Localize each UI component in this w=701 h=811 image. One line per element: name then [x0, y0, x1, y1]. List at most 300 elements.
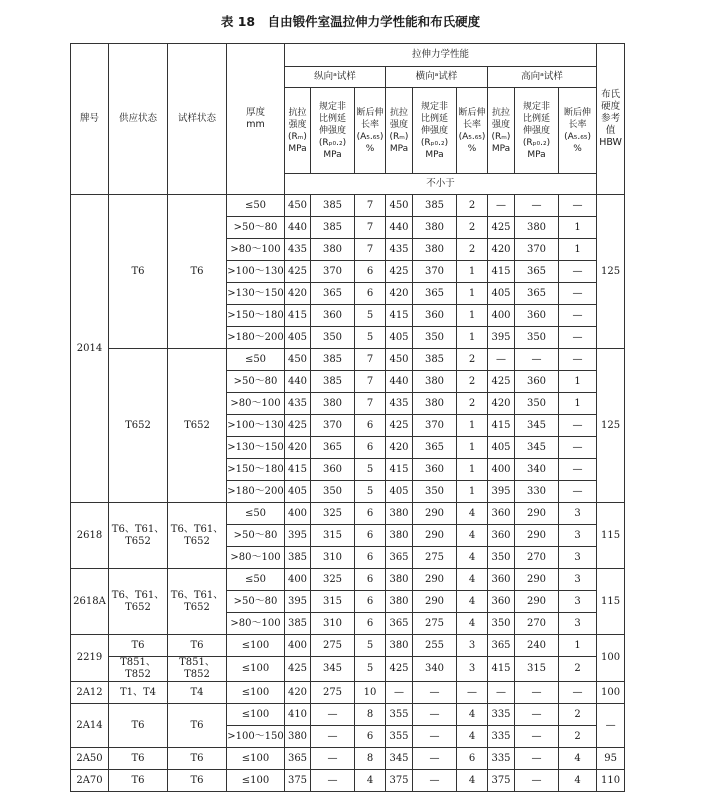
thickness-cell: ≤100: [227, 635, 285, 657]
rm-short-cell: 420: [488, 239, 515, 261]
thickness-cell: >50～80: [227, 217, 285, 239]
rp-long-cell: 365: [311, 283, 355, 305]
rm-short-cell: 360: [488, 591, 515, 613]
rm-long-cell: 400: [285, 635, 311, 657]
a-long-cell: 5: [355, 327, 386, 349]
supply-condition-cell: T6、T61、T652: [109, 503, 168, 569]
rp-long-cell: 315: [311, 591, 355, 613]
rp-long-cell: 360: [311, 305, 355, 327]
rp-long-cell: 360: [311, 459, 355, 481]
a-long-cell: 5: [355, 459, 386, 481]
rm-long-cell: 400: [285, 503, 311, 525]
thickness-cell: >150～180: [227, 459, 285, 481]
a-long-cell: 6: [355, 569, 386, 591]
grade-cell: 2A12: [71, 682, 109, 704]
rm-short-cell: 350: [488, 547, 515, 569]
tensile-strength-header: 抗拉 强度 (Rₘ) MPa: [488, 88, 515, 174]
rm-trans-cell: 425: [386, 657, 413, 682]
properties-table: [70, 43, 625, 792]
rm-short-cell: 375: [488, 770, 515, 792]
a-trans-cell: 4: [457, 569, 488, 591]
rp-short-cell: —: [515, 682, 559, 704]
a-long-cell: 7: [355, 393, 386, 415]
rp-long-cell: 345: [311, 657, 355, 682]
hardness-cell: 115: [597, 503, 625, 569]
header-tensile-properties: 拉伸力学性能: [285, 44, 597, 67]
rm-trans-cell: 440: [386, 371, 413, 393]
a-long-cell: 6: [355, 613, 386, 635]
rp-trans-cell: 365: [413, 437, 457, 459]
rp-long-cell: 310: [311, 547, 355, 569]
rm-short-cell: 350: [488, 613, 515, 635]
rm-trans-cell: 345: [386, 748, 413, 770]
header-sample-condition: 试样状态: [168, 44, 227, 195]
a-trans-cell: 4: [457, 613, 488, 635]
a-short-cell: 3: [559, 525, 597, 547]
a-trans-cell: 2: [457, 371, 488, 393]
rp-short-cell: 360: [515, 371, 559, 393]
a-long-cell: 5: [355, 657, 386, 682]
a-short-cell: —: [559, 261, 597, 283]
table-row: [71, 195, 625, 217]
hardness-cell: —: [597, 704, 625, 748]
rm-long-cell: 420: [285, 283, 311, 305]
a-trans-cell: 2: [457, 393, 488, 415]
rp-short-cell: 365: [515, 261, 559, 283]
rp-trans-cell: 370: [413, 415, 457, 437]
sample-condition-cell: T4: [168, 682, 227, 704]
grade-cell: 2014: [71, 195, 109, 503]
a-trans-cell: 4: [457, 704, 488, 726]
a-short-cell: —: [559, 305, 597, 327]
a-long-cell: 7: [355, 217, 386, 239]
rm-trans-cell: 425: [386, 415, 413, 437]
a-trans-cell: 1: [457, 283, 488, 305]
rm-trans-cell: 355: [386, 704, 413, 726]
rm-short-cell: 425: [488, 217, 515, 239]
a-short-cell: —: [559, 415, 597, 437]
rm-long-cell: 425: [285, 261, 311, 283]
rp-short-cell: 360: [515, 305, 559, 327]
rp-short-cell: 240: [515, 635, 559, 657]
thickness-cell: ≤100: [227, 657, 285, 682]
table-header: [71, 44, 625, 195]
a-trans-cell: 1: [457, 415, 488, 437]
hardness-cell: 95: [597, 748, 625, 770]
a-long-cell: 4: [355, 770, 386, 792]
thickness-cell: >150～180: [227, 305, 285, 327]
rm-trans-cell: 405: [386, 327, 413, 349]
a-short-cell: 3: [559, 569, 597, 591]
grade-cell: 2A14: [71, 704, 109, 748]
thickness-cell: >100～130: [227, 261, 285, 283]
rp-trans-cell: 385: [413, 349, 457, 371]
table-row: [71, 682, 625, 704]
sample-condition-cell: T851、T852: [168, 657, 227, 682]
rp-long-cell: 385: [311, 371, 355, 393]
a-long-cell: 6: [355, 283, 386, 305]
thickness-cell: ≤50: [227, 503, 285, 525]
thickness-cell: >50～80: [227, 591, 285, 613]
rm-trans-cell: 380: [386, 525, 413, 547]
rm-long-cell: 450: [285, 349, 311, 371]
rp-long-cell: 385: [311, 195, 355, 217]
rp-long-cell: 325: [311, 569, 355, 591]
a-long-cell: 7: [355, 239, 386, 261]
rm-trans-cell: 375: [386, 770, 413, 792]
supply-condition-cell: T6: [109, 635, 168, 657]
rp-trans-cell: 350: [413, 481, 457, 503]
rp-trans-cell: 380: [413, 371, 457, 393]
rm-short-cell: 405: [488, 283, 515, 305]
rp-trans-cell: 290: [413, 591, 457, 613]
header-grade: 牌号: [71, 44, 109, 195]
a-trans-cell: 4: [457, 547, 488, 569]
rm-trans-cell: 440: [386, 217, 413, 239]
rp-short-cell: 345: [515, 415, 559, 437]
grade-cell: 2618: [71, 503, 109, 569]
a-long-cell: 7: [355, 371, 386, 393]
grade-cell: 2618A: [71, 569, 109, 635]
rm-long-cell: 385: [285, 613, 311, 635]
proof-strength-header: 规定非 比例延 伸强度 (Rₚ₀.₂) MPa: [311, 88, 355, 174]
a-trans-cell: 4: [457, 525, 488, 547]
rp-short-cell: —: [515, 195, 559, 217]
sample-condition-cell: T6、T61、T652: [168, 569, 227, 635]
rp-trans-cell: 385: [413, 195, 457, 217]
rm-long-cell: 395: [285, 525, 311, 547]
proof-strength-header: 规定非 比例延 伸强度 (Rₚ₀.₂) MPa: [515, 88, 559, 174]
a-trans-cell: 2: [457, 195, 488, 217]
a-long-cell: 6: [355, 547, 386, 569]
elongation-header: 断后伸 长率 (A₅.₆₅) %: [355, 88, 386, 174]
rm-trans-cell: 435: [386, 239, 413, 261]
hardness-cell: 115: [597, 569, 625, 635]
rp-long-cell: 385: [311, 217, 355, 239]
thickness-cell: >80～100: [227, 613, 285, 635]
grade-cell: 2A70: [71, 770, 109, 792]
a-trans-cell: 3: [457, 657, 488, 682]
table-row: [71, 503, 625, 525]
rp-trans-cell: 360: [413, 459, 457, 481]
rm-long-cell: 400: [285, 569, 311, 591]
a-trans-cell: 1: [457, 327, 488, 349]
rm-short-cell: 400: [488, 459, 515, 481]
rm-short-cell: 335: [488, 704, 515, 726]
rm-short-cell: 395: [488, 481, 515, 503]
rp-long-cell: 370: [311, 261, 355, 283]
rp-short-cell: 270: [515, 613, 559, 635]
table-row: [71, 349, 625, 371]
elongation-header: 断后伸 长率 (A₅.₆₅) %: [457, 88, 488, 174]
rp-long-cell: 315: [311, 525, 355, 547]
rm-short-cell: 425: [488, 371, 515, 393]
rp-trans-cell: 380: [413, 217, 457, 239]
rm-trans-cell: 355: [386, 726, 413, 748]
rm-long-cell: 440: [285, 217, 311, 239]
rm-short-cell: —: [488, 682, 515, 704]
rp-short-cell: 350: [515, 393, 559, 415]
a-long-cell: 7: [355, 349, 386, 371]
a-long-cell: 8: [355, 748, 386, 770]
thickness-cell: ≤100: [227, 682, 285, 704]
rm-long-cell: 435: [285, 393, 311, 415]
rp-long-cell: —: [311, 748, 355, 770]
rp-trans-cell: 380: [413, 239, 457, 261]
a-short-cell: 1: [559, 239, 597, 261]
a-long-cell: 7: [355, 195, 386, 217]
rm-short-cell: 400: [488, 305, 515, 327]
rm-long-cell: 410: [285, 704, 311, 726]
rm-long-cell: 440: [285, 371, 311, 393]
a-short-cell: 2: [559, 704, 597, 726]
rm-long-cell: 415: [285, 459, 311, 481]
header-short-transverse: 高向ᵃ试样: [488, 67, 597, 88]
rm-trans-cell: 380: [386, 635, 413, 657]
a-short-cell: 1: [559, 635, 597, 657]
rp-trans-cell: 365: [413, 283, 457, 305]
thickness-cell: >80～100: [227, 547, 285, 569]
rp-trans-cell: 275: [413, 547, 457, 569]
grade-cell: 2A50: [71, 748, 109, 770]
rm-long-cell: 425: [285, 415, 311, 437]
thickness-cell: >130～150: [227, 437, 285, 459]
supply-condition-cell: T6: [109, 704, 168, 748]
table-body: [71, 195, 625, 792]
rp-short-cell: 270: [515, 547, 559, 569]
tensile-strength-header: 抗拉 强度 (Rₘ) MPa: [386, 88, 413, 174]
rp-trans-cell: 380: [413, 393, 457, 415]
thickness-cell: ≤100: [227, 748, 285, 770]
thickness-cell: >180～200: [227, 481, 285, 503]
rm-long-cell: 405: [285, 481, 311, 503]
a-trans-cell: 3: [457, 635, 488, 657]
rm-long-cell: 365: [285, 748, 311, 770]
header-thickness: 厚度 mm: [227, 44, 285, 195]
a-short-cell: 1: [559, 393, 597, 415]
a-short-cell: —: [559, 327, 597, 349]
a-long-cell: 6: [355, 261, 386, 283]
a-short-cell: 3: [559, 591, 597, 613]
rm-long-cell: 380: [285, 726, 311, 748]
rp-long-cell: 350: [311, 481, 355, 503]
rp-short-cell: —: [515, 704, 559, 726]
thickness-cell: ≤50: [227, 349, 285, 371]
rp-trans-cell: 360: [413, 305, 457, 327]
rm-short-cell: 395: [488, 327, 515, 349]
rm-long-cell: 405: [285, 327, 311, 349]
rp-short-cell: 290: [515, 503, 559, 525]
rp-short-cell: 330: [515, 481, 559, 503]
a-trans-cell: 4: [457, 770, 488, 792]
supply-condition-cell: T6: [109, 748, 168, 770]
rm-long-cell: 395: [285, 591, 311, 613]
table-row: [71, 569, 625, 591]
rm-long-cell: 420: [285, 437, 311, 459]
table-row: [71, 635, 625, 657]
rm-short-cell: 420: [488, 393, 515, 415]
a-short-cell: 3: [559, 613, 597, 635]
rm-trans-cell: 425: [386, 261, 413, 283]
rm-trans-cell: 450: [386, 349, 413, 371]
supply-condition-cell: T1、T4: [109, 682, 168, 704]
rp-trans-cell: 290: [413, 503, 457, 525]
rp-long-cell: 380: [311, 393, 355, 415]
thickness-cell: ≤50: [227, 195, 285, 217]
a-long-cell: 6: [355, 415, 386, 437]
rm-short-cell: 405: [488, 437, 515, 459]
header-hardness: 布氏 硬度 参考 值 HBW: [597, 44, 625, 195]
table-row: [71, 704, 625, 726]
rm-short-cell: —: [488, 349, 515, 371]
rm-short-cell: 415: [488, 415, 515, 437]
table-row: [71, 748, 625, 770]
header-not-less-than: 不小于: [285, 174, 597, 195]
a-short-cell: 1: [559, 371, 597, 393]
rm-long-cell: 425: [285, 657, 311, 682]
rm-long-cell: 415: [285, 305, 311, 327]
thickness-cell: ≤50: [227, 569, 285, 591]
rm-short-cell: 360: [488, 569, 515, 591]
sample-condition-cell: T6: [168, 635, 227, 657]
a-trans-cell: —: [457, 682, 488, 704]
a-trans-cell: 4: [457, 726, 488, 748]
hardness-cell: 110: [597, 770, 625, 792]
rm-short-cell: 365: [488, 635, 515, 657]
a-long-cell: 6: [355, 726, 386, 748]
rp-short-cell: 370: [515, 239, 559, 261]
a-long-cell: 8: [355, 704, 386, 726]
rp-short-cell: —: [515, 349, 559, 371]
supply-condition-cell: T6、T61、T652: [109, 569, 168, 635]
rm-short-cell: 415: [488, 261, 515, 283]
table-title: 表 18 自由锻件室温拉伸力学性能和布氏硬度: [220, 14, 481, 29]
rm-trans-cell: 380: [386, 503, 413, 525]
thickness-cell: >80～100: [227, 239, 285, 261]
rp-long-cell: —: [311, 726, 355, 748]
rp-short-cell: 350: [515, 327, 559, 349]
rp-long-cell: 370: [311, 415, 355, 437]
table-row: [71, 770, 625, 792]
a-trans-cell: 6: [457, 748, 488, 770]
rp-long-cell: —: [311, 704, 355, 726]
rp-long-cell: 275: [311, 635, 355, 657]
a-short-cell: —: [559, 349, 597, 371]
thickness-cell: >80～100: [227, 393, 285, 415]
rp-trans-cell: —: [413, 770, 457, 792]
supply-condition-cell: T851、T852: [109, 657, 168, 682]
tensile-strength-header: 抗拉 强度 (Rₘ) MPa: [285, 88, 311, 174]
thickness-cell: >50～80: [227, 525, 285, 547]
thickness-cell: >130～150: [227, 283, 285, 305]
a-short-cell: 4: [559, 770, 597, 792]
rm-trans-cell: 415: [386, 459, 413, 481]
a-trans-cell: 2: [457, 239, 488, 261]
rp-long-cell: 380: [311, 239, 355, 261]
a-short-cell: 4: [559, 748, 597, 770]
rp-short-cell: 380: [515, 217, 559, 239]
rp-long-cell: 350: [311, 327, 355, 349]
rp-long-cell: 325: [311, 503, 355, 525]
supply-condition-cell: T652: [109, 349, 168, 503]
rp-trans-cell: —: [413, 748, 457, 770]
rm-long-cell: 385: [285, 547, 311, 569]
hardness-cell: 125: [597, 349, 625, 503]
rm-trans-cell: 420: [386, 437, 413, 459]
rp-trans-cell: 275: [413, 613, 457, 635]
rp-short-cell: 365: [515, 283, 559, 305]
rm-short-cell: 360: [488, 503, 515, 525]
rm-short-cell: 415: [488, 657, 515, 682]
a-long-cell: 6: [355, 503, 386, 525]
a-short-cell: —: [559, 437, 597, 459]
rp-trans-cell: 255: [413, 635, 457, 657]
rp-short-cell: 290: [515, 591, 559, 613]
a-long-cell: 5: [355, 635, 386, 657]
a-trans-cell: 2: [457, 349, 488, 371]
grade-cell: 2219: [71, 635, 109, 682]
rp-short-cell: 345: [515, 437, 559, 459]
hardness-cell: 100: [597, 635, 625, 682]
rm-long-cell: 435: [285, 239, 311, 261]
rp-long-cell: —: [311, 770, 355, 792]
rm-trans-cell: —: [386, 682, 413, 704]
rm-short-cell: 360: [488, 525, 515, 547]
a-short-cell: —: [559, 195, 597, 217]
a-short-cell: 1: [559, 217, 597, 239]
thickness-cell: >100～150: [227, 726, 285, 748]
a-short-cell: 2: [559, 657, 597, 682]
rp-short-cell: —: [515, 770, 559, 792]
rm-trans-cell: 405: [386, 481, 413, 503]
hardness-cell: 125: [597, 195, 625, 349]
a-trans-cell: 4: [457, 591, 488, 613]
rp-trans-cell: 290: [413, 569, 457, 591]
supply-condition-cell: T6: [109, 195, 168, 349]
rp-short-cell: —: [515, 748, 559, 770]
a-short-cell: —: [559, 459, 597, 481]
rm-trans-cell: 380: [386, 591, 413, 613]
rm-trans-cell: 450: [386, 195, 413, 217]
rp-short-cell: 340: [515, 459, 559, 481]
header-supply-condition: 供应状态: [109, 44, 168, 195]
supply-condition-cell: T6: [109, 770, 168, 792]
thickness-cell: ≤100: [227, 770, 285, 792]
thickness-cell: ≤100: [227, 704, 285, 726]
a-trans-cell: 2: [457, 217, 488, 239]
a-trans-cell: 1: [457, 437, 488, 459]
rm-long-cell: 420: [285, 682, 311, 704]
a-short-cell: —: [559, 283, 597, 305]
a-trans-cell: 4: [457, 503, 488, 525]
rm-trans-cell: 365: [386, 547, 413, 569]
sample-condition-cell: T6: [168, 195, 227, 349]
a-long-cell: 10: [355, 682, 386, 704]
a-short-cell: —: [559, 682, 597, 704]
sample-condition-cell: T6: [168, 748, 227, 770]
rm-short-cell: —: [488, 195, 515, 217]
rp-trans-cell: —: [413, 704, 457, 726]
thickness-cell: >180～200: [227, 327, 285, 349]
a-trans-cell: 1: [457, 305, 488, 327]
rm-trans-cell: 435: [386, 393, 413, 415]
sample-condition-cell: T6: [168, 770, 227, 792]
header-transverse: 横向ᵃ试样: [386, 67, 488, 88]
elongation-header: 断后伸 长率 (A₅.₆₅) %: [559, 88, 597, 174]
sample-condition-cell: T652: [168, 349, 227, 503]
sample-condition-cell: T6、T61、T652: [168, 503, 227, 569]
thickness-cell: >50～80: [227, 371, 285, 393]
